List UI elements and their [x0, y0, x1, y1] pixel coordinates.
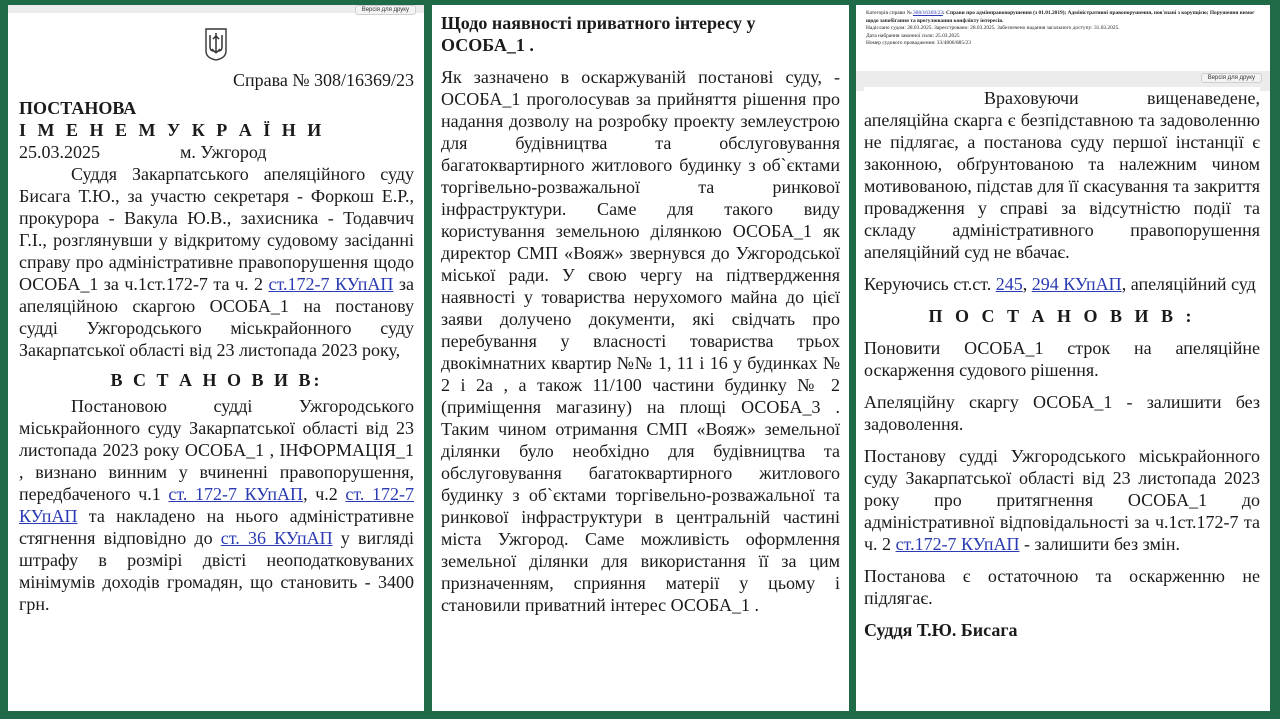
case-number-link[interactable]: 308/16369/23 — [912, 10, 943, 16]
proceeding-number: Номер судового провадження: 33/4806/885/23 — [866, 40, 971, 47]
law-link-172-7-part1[interactable]: ст. 172-7 КУпАП — [168, 484, 304, 504]
established-text-d: у вигляді штрафу в розмірі двісті неоподатковуваних мінімумів доходів громадян, що становить - 3400 грн. — [19, 528, 414, 614]
decision-place: м. Ужгород — [180, 142, 267, 162]
intro-text-end: за апеляційною скаргою ОСОБА_1 на постанову судді Ужгородського міськрайонного суду Закарпатської області від 23 листопада 2023 року, — [19, 274, 414, 360]
established-text-a: Постановою судді Ужгородського міськрайонного суду Закарпатської області від 23 листопада 2023 року ОСОБА_1 , ІНФОРМАЦІЯ_1 , визнано винним у вчиненні правопорушення, передбаченого ч.1 — [19, 396, 414, 504]
established-text-c: та накладено на нього адміністративне стягнення відповідно до — [19, 506, 414, 548]
case-metadata — [866, 10, 1262, 48]
right-body — [864, 87, 1260, 651]
established-text-b: , ч.2 — [303, 484, 346, 504]
resolution-item-1: Поновити ОСОБА_1 строк на апеляційне оскарження судового рішення. — [864, 338, 1260, 380]
law-link-172-7[interactable]: ст.172-7 КУпАП — [268, 274, 394, 294]
decision-date: 25.03.2025 — [19, 142, 100, 162]
resolution-item-2: Апеляційну скаргу ОСОБА_1 - залишити без задоволення. — [864, 392, 1260, 434]
case-number: Справа № 308/16369/23 — [232, 70, 414, 90]
decision-page-left — [8, 5, 424, 711]
legal-force-date: Дата набрання законної сили: 25.03.2025 — [866, 32, 960, 39]
conclusion-paragraph: Враховуючи вищенаведене, апеляційна скарга є безпідставною та задоволенню не підлягає, а постанова суду першої інстанції є законною, обґрунтованою та належним чином мотивованою, підстав для її скасування та закриття провадження у справі за відсутністю події та складу адміністративного правопорушення апеляційний суд не вбачає. — [864, 88, 1260, 262]
decision-page-middle — [432, 5, 849, 711]
print-version-button[interactable]: Версія для друку — [355, 5, 416, 15]
intro-text: Суддя Закарпатського апеляційного суду Бисага Т.Ю., за участю секретаря - Форкош Е.Р., прокурора - Вакула Ю.В., захисника - Тодавчич Г.І., розглянувши у відкритому судовому засіданні справу про адміністративне правопорушення щодо ОСОБА_1 за ч.1ст.172-7 та ч. 2 — [19, 164, 414, 294]
print-version-button-2[interactable]: Версія для друку — [1201, 73, 1262, 83]
in-name-of-ukraine: І М Е Н Е М У К Р А Ї Н И — [19, 120, 325, 140]
document-title: ПОСТАНОВА — [19, 98, 137, 118]
established-paragraph — [19, 395, 414, 615]
decision-page-right — [856, 5, 1270, 711]
resolution-item-4: Постанова є остаточною та оскарженню не підлягає. — [864, 566, 1260, 608]
case-dates: Надіслано судом: 28.03.2025. Зареєстровано: 28.03.2025. Забезпечено надання загального доступу: 31.03.2025. — [866, 25, 1120, 32]
case-category: Категорія справи № 308/16369/23: Справи про адмінправопорушення (з 01.01.2019); Адміністративні правопорушення, пов'язані з корупцією; Порушення вимог щодо запобігання та врегулювання конфлікту інтересів. — [866, 10, 1255, 24]
law-link-172-7-final[interactable]: ст.172-7 КУпАП — [895, 534, 1020, 554]
middle-body — [441, 12, 840, 616]
judge-signature: Суддя Т.Ю. Бисага — [864, 620, 1018, 640]
date-line — [19, 141, 414, 163]
established-heading: В С Т А Н О В И В: — [110, 370, 323, 390]
law-link-294[interactable]: 294 КУпАП — [1031, 274, 1122, 294]
intro-paragraph — [19, 163, 414, 361]
private-interest-paragraph: Як зазначено в оскаржуваній постанові суду, - ОСОБА_1 проголосував за прийняття рішення про надання дозволу на розробку проекту землеустрою для будівництва та обслуговування багатоквартирного житлового будинку з об`єктами торгівельно-розважальної та ринкової інфраструктури. Саме для такого виду користування земельною ділянкою ОСОБА_1 як директор СМП «Вояж» звернувся до Ужгородської міської ради. У свою чергу на підтвердження наявності у товариства нерухомого майна до цієї заяви долучено документи, які свідчать про перебування у власності товариства трьох двокімнатних квартир №№ 1, 11 і 16 у будинках № 2 і 2а , а також 11/100 частини будинку № 2 (приміщення магазину) на площі ОСОБА_3 . Таким чином отримання СМП «Вояж» земельної ділянки було необхідно для будівництва та обслуговування багатоквартирного житлового будинку з об`єктами торгівельно-розважальної та ринкової інфраструктури в центральній частині міста Ужгород. Саме можливість оформлення земельної ділянки для використання її за цим призначенням, сприяння матерії у цьому і становили приватний інтерес ОСОБА_1 . — [441, 67, 840, 615]
resolution-item-3: Постанову судді Ужгородського міськрайонного суду Закарпатської області від 23 листопада 2023 року про притягнення ОСОБА_1 до адміністративної відповідальності за ч.1ст.172-7 та ч. 2 ст.172-7 КУпАП - залишити без змін. — [864, 446, 1260, 554]
law-link-172-7-part2[interactable]: ст. 172-7 КУпАП — [19, 484, 414, 526]
left-body — [19, 97, 414, 615]
law-link-245[interactable]: 245 — [995, 274, 1023, 294]
trident-emblem-icon — [203, 27, 229, 61]
guided-by-paragraph: Керуючись ст.ст. 245, 294 КУпАП, апеляційний суд — [864, 274, 1256, 294]
private-interest-heading: Щодо наявності приватного інтересу у ОСОБА_1 . — [441, 13, 756, 55]
resolved-heading: П О С Т А Н О В И В : — [928, 306, 1196, 326]
law-link-36[interactable]: ст. 36 КУпАП — [220, 528, 333, 548]
